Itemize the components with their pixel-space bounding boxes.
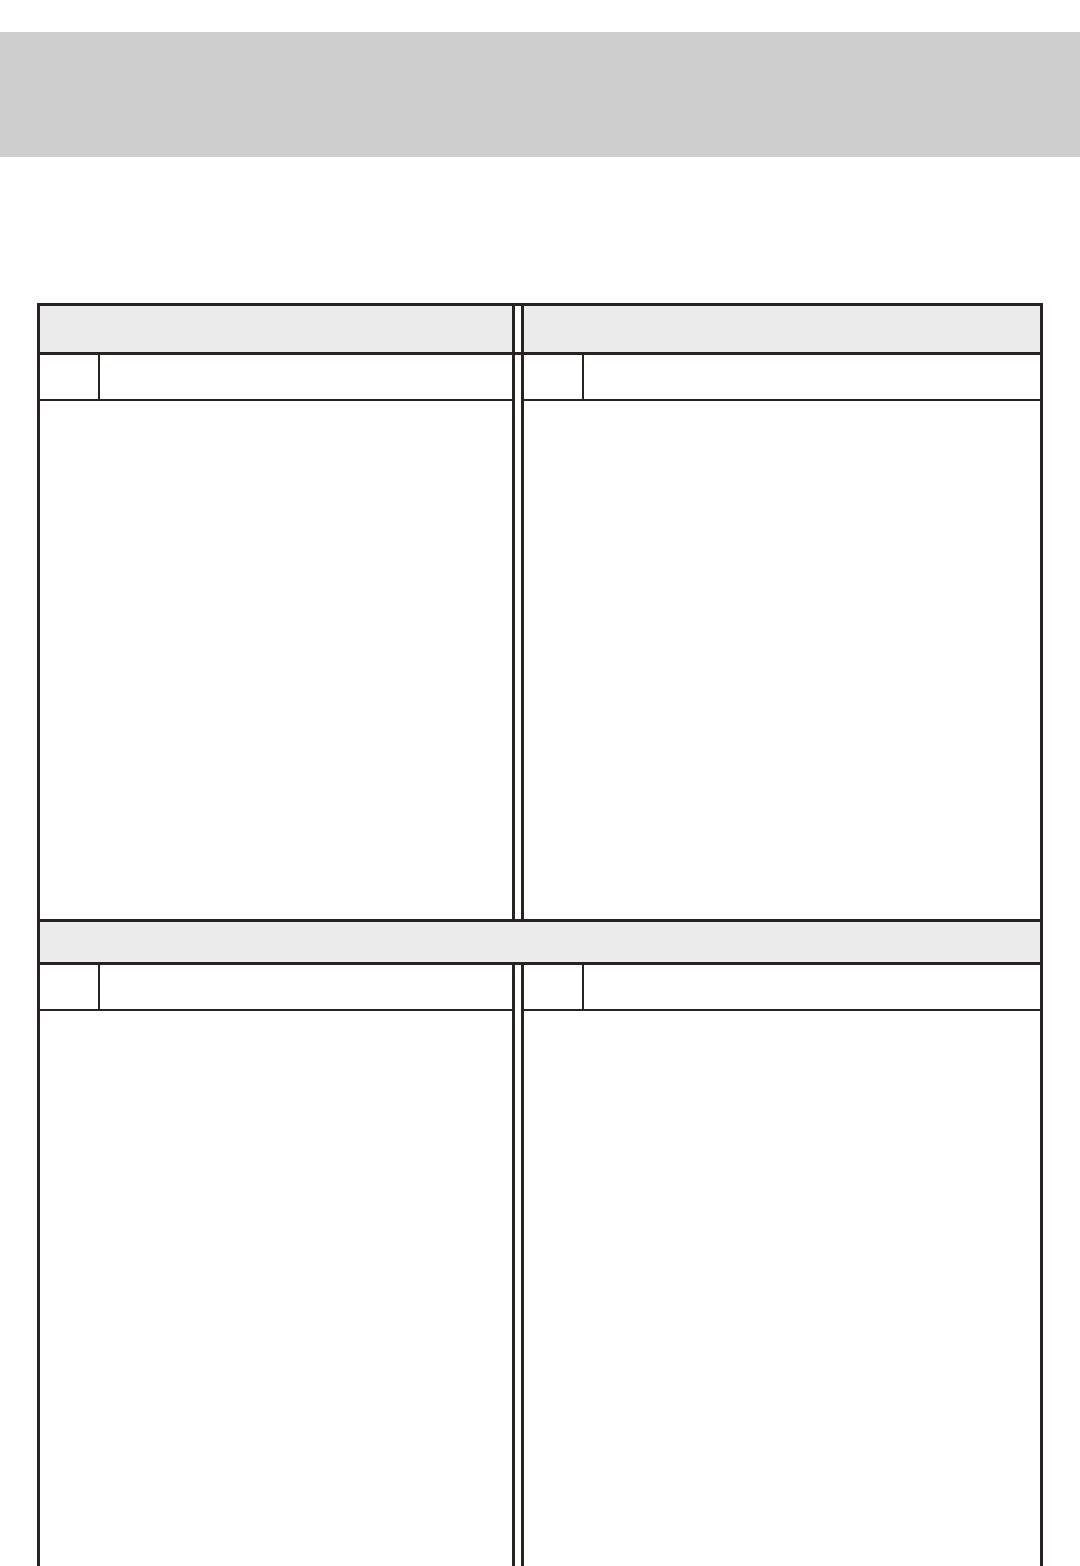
spec-size-table (40, 355, 512, 919)
title-band (0, 32, 1080, 157)
column-header-row (524, 355, 1040, 401)
column-header-row (524, 965, 1040, 1011)
section1-title (40, 306, 512, 352)
code-column-header (524, 965, 584, 1009)
lower-table-body (40, 965, 1040, 1566)
vertical-divider (512, 965, 524, 1566)
column-header-row (40, 965, 512, 1011)
graduation-rows-26-56 (524, 1011, 1040, 1566)
spec-size-rows (40, 401, 512, 919)
graduation-rows-13-25 (40, 1011, 512, 1566)
graduation-rows-00-12 (524, 401, 1040, 919)
section-header-row (40, 306, 1040, 355)
column-header-row (40, 355, 512, 401)
value-column-header (584, 965, 1040, 1009)
code-column-header (40, 965, 100, 1009)
section2-3-title (524, 306, 1040, 352)
code-column-header (40, 355, 100, 399)
input-graduation-table-2 (40, 965, 512, 1566)
vertical-divider (512, 355, 524, 919)
value-column-header (584, 355, 1040, 399)
code-column-header (524, 355, 584, 399)
vertical-divider (512, 306, 524, 352)
page-title (0, 32, 1080, 44)
selection-table (37, 303, 1043, 1566)
middle-section-band (40, 919, 1040, 965)
input-graduation-table-3 (524, 965, 1040, 1566)
value-column-header (100, 965, 512, 1009)
input-graduation-table-1 (524, 355, 1040, 919)
value-column-header (100, 355, 512, 399)
upper-table-body (40, 355, 1040, 919)
